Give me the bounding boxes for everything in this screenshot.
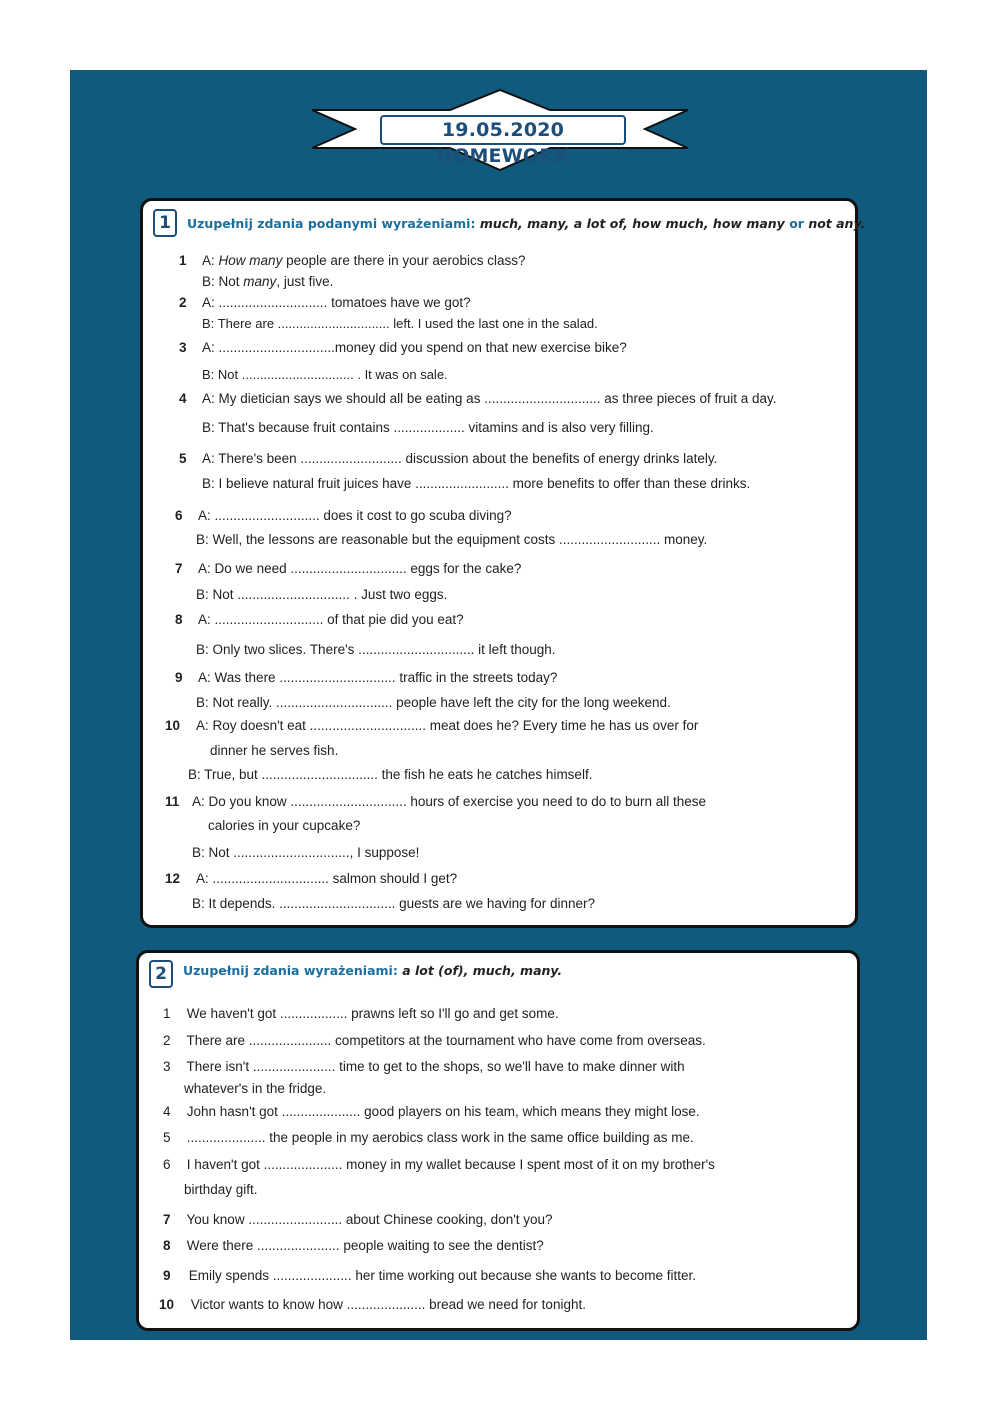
speaker-b: B: <box>202 476 215 491</box>
sentence-text: Were there ...................... people waiting to see the dentist? <box>186 1238 544 1253</box>
speaker-b: B: <box>196 642 209 657</box>
ex1-item-5-b <box>202 476 750 491</box>
speaker-b: B: <box>192 896 205 911</box>
example-answer: How many <box>218 253 283 268</box>
answer-text: Not ............................... . It was on sale. <box>217 367 448 382</box>
ex2-item-7 <box>163 1212 553 1227</box>
instruction-expressions: a lot (of), much, many. <box>402 963 563 978</box>
ex2-item-3-cont: whatever's in the fridge. <box>184 1081 327 1096</box>
instruction-or: or <box>789 216 804 231</box>
speaker-b: B: <box>196 532 209 547</box>
instruction-expressions-b: not any <box>808 216 861 231</box>
item-number: 7 <box>163 1212 171 1227</box>
question-text: Do we need ............................... eggs for the cake? <box>214 561 522 576</box>
speaker-b: B: <box>196 587 209 602</box>
answer-text: Well, the lessons are reasonable but the equipment costs ........................... money. <box>212 532 708 547</box>
speaker-b: B: <box>202 420 215 435</box>
answer-text: There are ............................... left. I used the last one in the salad. <box>217 316 598 331</box>
exercise-2-instruction <box>183 963 562 978</box>
ex1-item-2-b <box>202 316 598 331</box>
speaker-a: A: <box>202 451 215 466</box>
answer-text: It depends. ............................... guests are we having for dinner? <box>208 896 595 911</box>
speaker-a: A: <box>202 253 215 268</box>
item-number: 3 <box>163 1059 171 1074</box>
speaker-b: B: <box>188 767 201 782</box>
speaker-a: A: <box>198 508 211 523</box>
item-number: 4 <box>163 1104 171 1119</box>
ex1-item-6-a <box>175 508 512 523</box>
speaker-a: A: <box>202 295 215 310</box>
ex1-item-10-a-cont: dinner he serves fish. <box>210 743 339 758</box>
item-number: 2 <box>179 295 187 310</box>
item-number: 12 <box>165 871 181 886</box>
speaker-a: A: <box>196 871 209 886</box>
question-text: ............................... salmon should I get? <box>212 871 458 886</box>
sentence-text: There are ...................... competitors at the tournament who have come from overseas. <box>186 1033 706 1048</box>
ex1-item-1-a <box>179 253 525 268</box>
item-number: 5 <box>179 451 187 466</box>
answer-text: Not ..............................., I suppose! <box>208 845 420 860</box>
question-text: ...............................money did you spend on that new exercise bike? <box>218 340 627 355</box>
instruction-expressions-a: much, many, a lot of, how much, how many <box>479 216 785 231</box>
speaker-a: A: <box>196 718 209 733</box>
ex1-item-4-b <box>202 420 654 435</box>
item-number: 4 <box>179 391 187 406</box>
sentence-text: I haven't got ..................... money in my wallet because I spent most of it on my brother's <box>186 1157 715 1172</box>
ex1-item-7-a <box>175 561 521 576</box>
ex2-item-5 <box>163 1130 694 1145</box>
instruction-end: . <box>860 216 866 231</box>
answer-text: Only two slices. There's ............................... it left though. <box>212 642 556 657</box>
question-text: Was there ............................... traffic in the streets today? <box>214 670 558 685</box>
ex1-item-11-a-cont: calories in your cupcake? <box>208 818 361 833</box>
question-text: ............................. tomatoes have we got? <box>218 295 471 310</box>
item-number: 9 <box>175 670 183 685</box>
sentence-text: There isn't ...................... time to get to the shops, so we'll have to make dinner with <box>186 1059 685 1074</box>
ex2-item-4 <box>163 1104 700 1119</box>
question-text: people are there in your aerobics class? <box>282 253 526 268</box>
exercise-2-card <box>136 950 860 1331</box>
ex2-item-1 <box>163 1006 559 1021</box>
exercise-1-card <box>140 198 866 928</box>
ex2-item-2 <box>163 1033 706 1048</box>
item-number: 8 <box>163 1238 171 1253</box>
speaker-a: A: <box>198 612 211 627</box>
speaker-a: A: <box>202 340 215 355</box>
item-number: 7 <box>175 561 183 576</box>
ex2-item-10 <box>159 1297 586 1312</box>
speaker-b: B: <box>202 274 215 289</box>
item-number: 3 <box>179 340 187 355</box>
ex2-item-8 <box>163 1238 544 1253</box>
speaker-b: B: <box>202 367 215 382</box>
ex1-item-3-b <box>202 367 448 382</box>
answer-text: I believe natural fruit juices have ......................... more benefits to offer than these drinks. <box>218 476 751 491</box>
ex1-item-8-b <box>196 642 555 657</box>
ex1-item-11-a <box>165 794 706 809</box>
ex1-item-10-a <box>165 718 698 733</box>
item-number: 9 <box>163 1268 171 1283</box>
sentence-text: Emily spends ..................... her time working out because she wants to become fitter. <box>188 1268 696 1283</box>
speaker-a: A: <box>192 794 205 809</box>
answer-text: True, but ............................... the fish he eats he catches himself. <box>204 767 593 782</box>
item-number: 11 <box>165 794 180 809</box>
exercise-1-instruction <box>187 216 865 231</box>
title-banner <box>310 88 690 172</box>
item-number: 2 <box>163 1033 171 1048</box>
ex2-item-6-cont: birthday gift. <box>184 1182 258 1197</box>
question-text: My dietician says we should all be eating as ............................... as three pieces of fruit a day. <box>218 391 777 406</box>
question-text: There's been ........................... discussion about the benefits of energy drinks lately. <box>218 451 718 466</box>
speaker-b: B: <box>192 845 205 860</box>
ex1-item-1-b <box>202 274 333 289</box>
ex1-item-10-b <box>188 767 592 782</box>
speaker-a: A: <box>198 670 211 685</box>
answer-text: That's because fruit contains ................... vitamins and is also very filling. <box>218 420 654 435</box>
ex1-item-3-a <box>179 340 627 355</box>
homework-title: 19.05.2020 HOMEWORK <box>380 115 626 145</box>
ex1-item-6-b <box>196 532 707 547</box>
example-answer: many <box>243 274 277 289</box>
exercise-1-number: 1 <box>153 209 177 237</box>
ex2-item-6 <box>163 1157 715 1172</box>
ex1-item-8-a <box>175 612 464 627</box>
item-number: 1 <box>163 1006 171 1021</box>
question-text: ............................. of that pie did you eat? <box>214 612 464 627</box>
ex1-item-2-a <box>179 295 471 310</box>
item-number: 8 <box>175 612 183 627</box>
item-number: 10 <box>159 1297 175 1312</box>
exercise-2-number: 2 <box>149 960 173 988</box>
item-number: 10 <box>165 718 181 733</box>
answer-pre: Not <box>218 274 244 289</box>
ex1-item-9-a <box>175 670 557 685</box>
sentence-text: John hasn't got ..................... good players on his team, which means they might lose. <box>186 1104 700 1119</box>
instruction-text: Uzupełnij zdania podanymi wyrażeniami: <box>187 216 476 231</box>
instruction-text: Uzupełnij zdania wyrażeniami: <box>183 963 398 978</box>
answer-text: Not really. ............................... people have left the city for the long weekend. <box>212 695 671 710</box>
speaker-b: B: <box>202 316 215 331</box>
sentence-text: ..................... the people in my aerobics class work in the same office building as me. <box>186 1130 694 1145</box>
item-number: 6 <box>163 1157 171 1172</box>
question-text: Roy doesn't eat ............................... meat does he? Every time he has us over for <box>212 718 699 733</box>
ex1-item-7-b <box>196 587 447 602</box>
question-text: Do you know ............................... hours of exercise you need to do to burn all these <box>208 794 707 809</box>
ex1-item-9-b <box>196 695 671 710</box>
ex1-item-5-a <box>179 451 717 466</box>
question-text: ............................ does it cost to go scuba diving? <box>214 508 512 523</box>
answer-text: Not .............................. . Just two eggs. <box>212 587 448 602</box>
answer-text: , just five. <box>276 274 334 289</box>
ex2-item-9 <box>163 1268 696 1283</box>
ex1-item-12-a <box>165 871 457 886</box>
ex1-item-11-b <box>192 845 419 860</box>
sentence-text: Victor wants to know how ..................... bread we need for tonight. <box>190 1297 586 1312</box>
speaker-a: A: <box>202 391 215 406</box>
ex1-item-12-b <box>192 896 595 911</box>
speaker-a: A: <box>198 561 211 576</box>
ex1-item-4-a <box>179 391 777 406</box>
ex2-item-3 <box>163 1059 685 1074</box>
sentence-text: You know ......................... about Chinese cooking, don't you? <box>186 1212 553 1227</box>
item-number: 5 <box>163 1130 171 1145</box>
speaker-b: B: <box>196 695 209 710</box>
item-number: 1 <box>179 253 187 268</box>
item-number: 6 <box>175 508 183 523</box>
sentence-text: We haven't got .................. prawns left so I'll go and get some. <box>186 1006 559 1021</box>
